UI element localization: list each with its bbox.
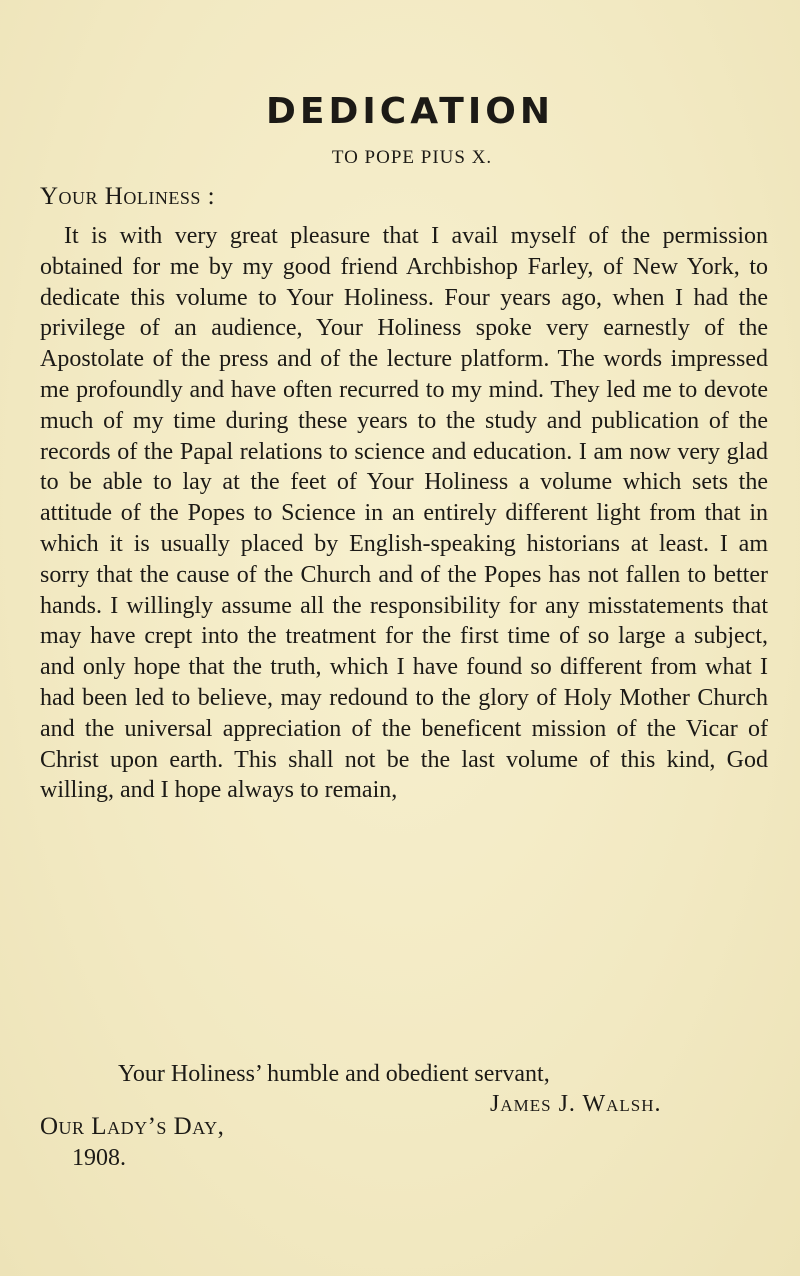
dedication-body: It is with very great pleasure that I avail myself of the permission obtained for me by my good friend Archbishop Farley, of New York, to dedicate this volume to Your Holiness. Four years ago, when I had the privilege of an audience, Your Holiness spoke very earnestly of the Apostolate of the press and of the lecture platform. The words impressed me profoundly and have often recurred to my mind. They led me to devote much of my time during these years to the study and publication of the records of the Papal relations to science and education. I am now very glad to be able to lay at the feet of Your Holiness a volume which sets the attitude of the Popes to Science in an entirely different light from that in which it is usually placed by English-speaking historians at least. I am sorry that the cause of the Church and of the Popes has not fallen to better hands. I willingly assume all the responsibility for any misstatements that may have crept into the treatment for the first time of so large a subject, and only hope that the truth, which I have found so different from what I had been led to believe, may redound to the glory of Holy Mother Church and the universal appreciation of the beneficent mission of the Vicar of Christ upon earth. This shall not be the last volume of this kind, God willing, and I hope always to remain, [40, 223, 768, 804]
date-year: 1908. [72, 1145, 126, 1171]
signature: James J. Walsh. [490, 1091, 662, 1117]
date-place: Our Lady’s Day, [40, 1113, 225, 1140]
closing-line: Your Holiness’ humble and obedient servant, [118, 1061, 550, 1087]
salutation: Your Holiness : [40, 183, 216, 210]
dedication-recipient: TO POPE PIUS X. [331, 147, 493, 168]
page-title: DEDICATION [266, 91, 554, 132]
